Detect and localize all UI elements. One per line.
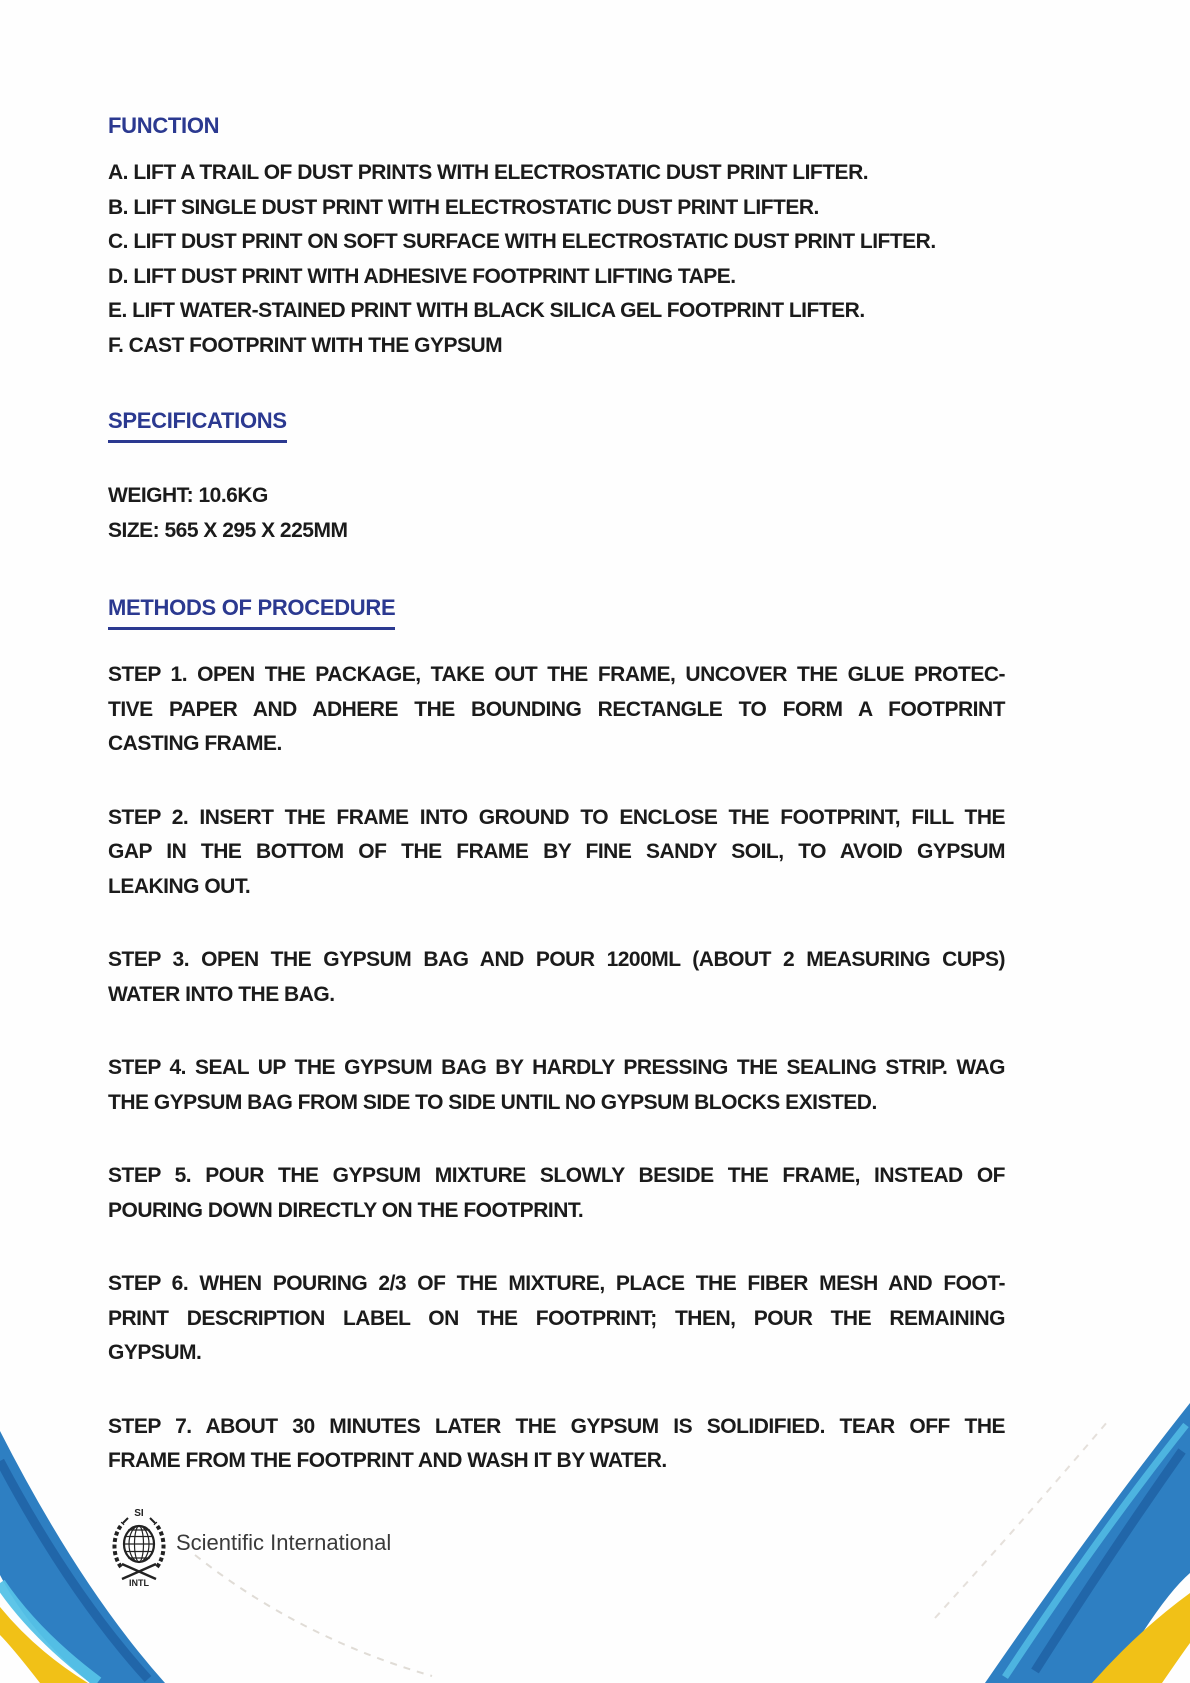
specifications-heading-text: SPECIFICATIONS xyxy=(108,407,287,443)
spec-weight: WEIGHT: 10.6KG xyxy=(108,484,268,507)
function-item: A. LIFT A TRAIL OF DUST PRINTS WITH ELECTROSTATIC DUST PRINT LIFTER. xyxy=(108,161,869,184)
step-line: STEP 1. OPEN THE PACKAGE, TAKE OUT THE FRAME, UNCOVER THE GLUE PROTEC- xyxy=(108,663,1005,686)
company-name: Scientific International xyxy=(176,1529,392,1555)
step-line: STEP 3. OPEN THE GYPSUM BAG AND POUR 1200ML (ABOUT 2 MEASURING CUPS) xyxy=(108,948,1005,971)
step-paragraph-4 xyxy=(108,1051,1005,1120)
step-line: LEAKING OUT. xyxy=(108,874,251,898)
step-line: STEP 7. ABOUT 30 MINUTES LATER THE GYPSUM IS SOLIDIFIED. TEAR OFF THE xyxy=(108,1414,1005,1438)
step-line: GAP IN THE BOTTOM OF THE FRAME BY FINE SANDY SOIL, TO AVOID GYPSUM xyxy=(108,840,1005,863)
step-line: STEP 2. INSERT THE FRAME INTO GROUND TO ENCLOSE THE FOOTPRINT, FILL THE xyxy=(108,805,1005,829)
step-paragraph-1 xyxy=(108,658,1005,762)
step-line: CASTING FRAME. xyxy=(108,732,282,755)
step-paragraph-6 xyxy=(108,1267,1005,1371)
function-heading-text: FUNCTION xyxy=(108,113,220,138)
specifications-list xyxy=(108,479,1005,548)
function-item: D. LIFT DUST PRINT WITH ADHESIVE FOOTPRINT LIFTING TAPE. xyxy=(108,264,736,288)
step-line: GYPSUM. xyxy=(108,1341,202,1364)
step-paragraph-3 xyxy=(108,943,1005,1012)
step-line: STEP 5. POUR THE GYPSUM MIXTURE SLOWLY BESIDE THE FRAME, INSTEAD OF xyxy=(108,1164,1005,1187)
faint-arc-left xyxy=(195,1555,432,1676)
bottom-swoosh-decoration xyxy=(0,1383,1190,1683)
function-item: B. LIFT SINGLE DUST PRINT WITH ELECTROSTATIC DUST PRINT LIFTER. xyxy=(108,195,819,219)
specifications-heading xyxy=(108,407,1005,443)
logo-intl-text: INTL xyxy=(129,1577,149,1588)
function-item: F. CAST FOOTPRINT WITH THE GYPSUM xyxy=(108,333,503,357)
step-line: STEP 6. WHEN POURING 2/3 OF THE MIXTURE, PLACE THE FIBER MESH AND FOOT- xyxy=(108,1272,1005,1295)
logo-si-text: SI xyxy=(134,1507,144,1519)
step-line: STEP 4. SEAL UP THE GYPSUM BAG BY HARDLY PRESSING THE SEALING STRIP. WAG xyxy=(108,1056,1005,1079)
step-line: POURING DOWN DIRECTLY ON THE FOOTPRINT. xyxy=(108,1198,584,1222)
function-list xyxy=(108,156,1005,363)
function-item: C. LIFT DUST PRINT ON SOFT SURFACE WITH ELECTROSTATIC DUST PRINT LIFTER. xyxy=(108,230,936,253)
methods-heading-text: METHODS OF PROCEDURE xyxy=(108,594,395,630)
step-line: WATER INTO THE BAG. xyxy=(108,982,335,1006)
function-item: E. LIFT WATER-STAINED PRINT WITH BLACK SILICA GEL FOOTPRINT LIFTER. xyxy=(108,299,865,322)
spec-size: SIZE: 565 X 295 X 225MM xyxy=(108,518,348,542)
step-line: PRINT DESCRIPTION LABEL ON THE FOOTPRINT; THEN, POUR THE REMAINING xyxy=(108,1306,1005,1330)
page-content xyxy=(108,0,1005,1589)
methods-heading xyxy=(108,594,1005,630)
step-paragraph-5 xyxy=(108,1159,1005,1228)
step-paragraph-2 xyxy=(108,801,1005,905)
step-line: FRAME FROM THE FOOTPRINT AND WASH IT BY WATER. xyxy=(108,1449,667,1472)
step-line: THE GYPSUM BAG FROM SIDE TO SIDE UNTIL NO GYPSUM BLOCKS EXISTED. xyxy=(108,1090,877,1114)
function-heading xyxy=(108,0,1005,140)
step-line: TIVE PAPER AND ADHERE THE BOUNDING RECTANGLE TO FORM A FOOTPRINT xyxy=(108,697,1005,721)
